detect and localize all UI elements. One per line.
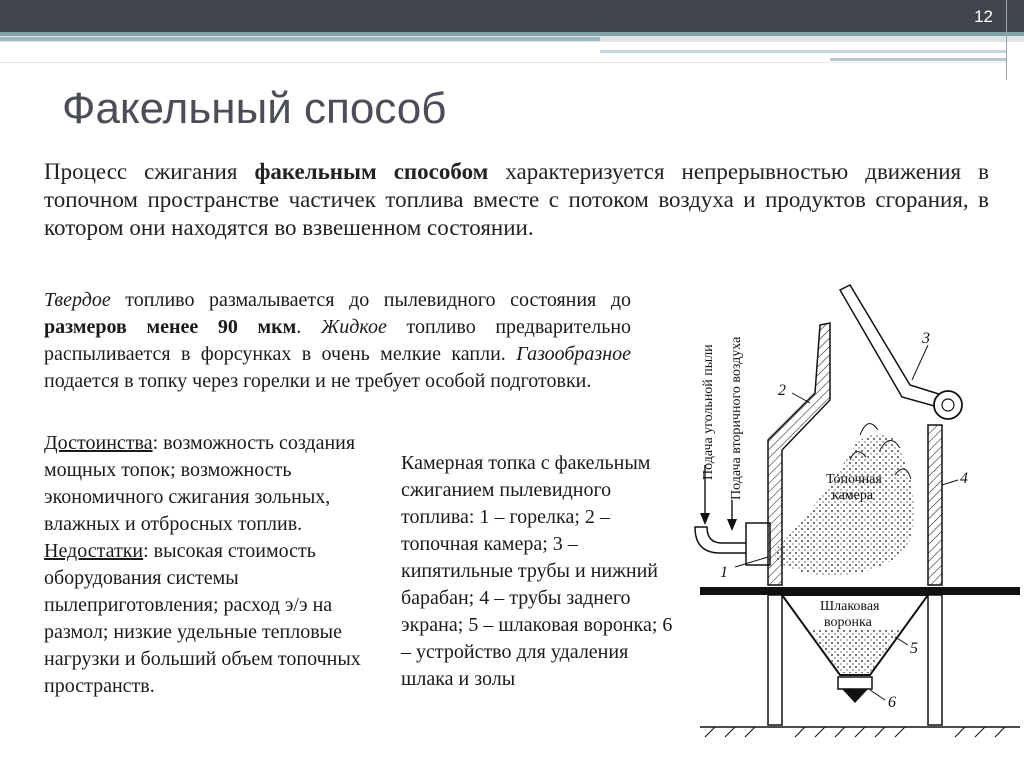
advantages-label: Достоинства: [44, 432, 153, 454]
decor-line: [600, 50, 1006, 53]
size-term: размеров менее 90 мкм: [44, 316, 297, 338]
leader-line: [895, 637, 908, 645]
fuel-text: подается в топку через горелки и не требует особой подготовки.: [44, 370, 592, 392]
solid-fuel-term: Твердое: [44, 289, 111, 311]
stripe-line: [0, 37, 600, 41]
pros-cons-block: [44, 430, 384, 700]
arrow-dust-head: [700, 513, 710, 525]
gas-fuel-term: Газообразное: [516, 343, 632, 365]
decor-vertical-line: [1006, 0, 1007, 80]
top-bar: [0, 0, 1024, 32]
support-right: [928, 595, 942, 725]
slag-removal-cone: [842, 689, 868, 703]
intro-paragraph: [44, 158, 989, 242]
callout-2: 2: [778, 382, 786, 399]
decor-line: [830, 58, 1006, 61]
fuel-text: .: [296, 316, 302, 338]
burner-block: [746, 523, 770, 565]
slide-number: 12: [974, 7, 993, 26]
fuel-text: топливо предварительно распыливается в форсунках в очень мелкие капли.: [44, 316, 632, 365]
arrow-air-head: [727, 519, 737, 531]
liquid-fuel-term: Жидкое: [320, 316, 387, 338]
diagram-caption: Камерная топка с факельным сжиганием пылевидного топлива: 1 – горелка; 2 – топочная камера; 3 – кипятильные трубы и нижний барабан; 4 – трубы заднего экрана; 5 – шлаковая воронка; 6 – устройство для удаления шлака и золы: [401, 452, 673, 690]
leader-line: [792, 393, 810, 403]
callout-3: 3: [922, 330, 930, 347]
label-air-feed: Подача вторичного воздуха: [729, 336, 744, 500]
funnel-label: воронка: [824, 615, 872, 630]
slag-removal-device: [838, 677, 872, 689]
leader-line: [912, 345, 928, 380]
furnace-diagram: [680, 275, 1020, 755]
leader-line: [870, 690, 885, 700]
intro-text: характеризуется непрерывностью движения в топочном пространстве частичек топлива вместе с потоком воздуха и продуктов сгорания, в котором они находятся во взвешенном состоянии.: [44, 159, 989, 240]
intro-bold-term: факельным способом: [254, 159, 489, 184]
rear-wall: [928, 425, 942, 585]
slide-title: Факельный способ: [62, 84, 447, 133]
support-left: [768, 595, 782, 725]
decor-line: [0, 62, 1006, 63]
advantages: [44, 430, 384, 538]
disadvantages: [44, 538, 384, 700]
accent-stripe: [0, 32, 1024, 42]
floor-slab: [700, 587, 1020, 595]
callout-1: 1: [720, 564, 728, 581]
stripe-line: [0, 32, 1024, 36]
advantages-text: : возможность создания мощных топок; возможность экономичного сжигания зольных, влажных и отбросных топлив.: [44, 432, 356, 535]
leader-line: [942, 480, 958, 485]
fuel-text: топливо размалывается до пылевидного состояния до: [125, 289, 632, 311]
callout-6: 6: [888, 694, 896, 711]
chamber-label: Топочная: [826, 472, 882, 487]
label-dust-feed: Подача угольной пыли: [701, 344, 716, 480]
disadvantages-text: : высокая стоимость оборудования системы пылеприготовления; расход э/э на размол; низкие удельные тепловые нагрузки и больший объем топочных пространств.: [44, 540, 361, 697]
callout-4: 4: [960, 470, 968, 487]
callout-5: 5: [910, 640, 918, 657]
chamber-label: камера: [832, 488, 874, 503]
drum: [934, 391, 962, 419]
intro-text: Процесс сжигания: [44, 159, 238, 184]
funnel-label: Шлаковая: [820, 599, 880, 614]
flame: [775, 434, 914, 576]
ground-hatch: [705, 727, 1005, 737]
fuel-paragraph: [44, 287, 631, 395]
disadvantages-label: Недостатки: [44, 540, 144, 562]
